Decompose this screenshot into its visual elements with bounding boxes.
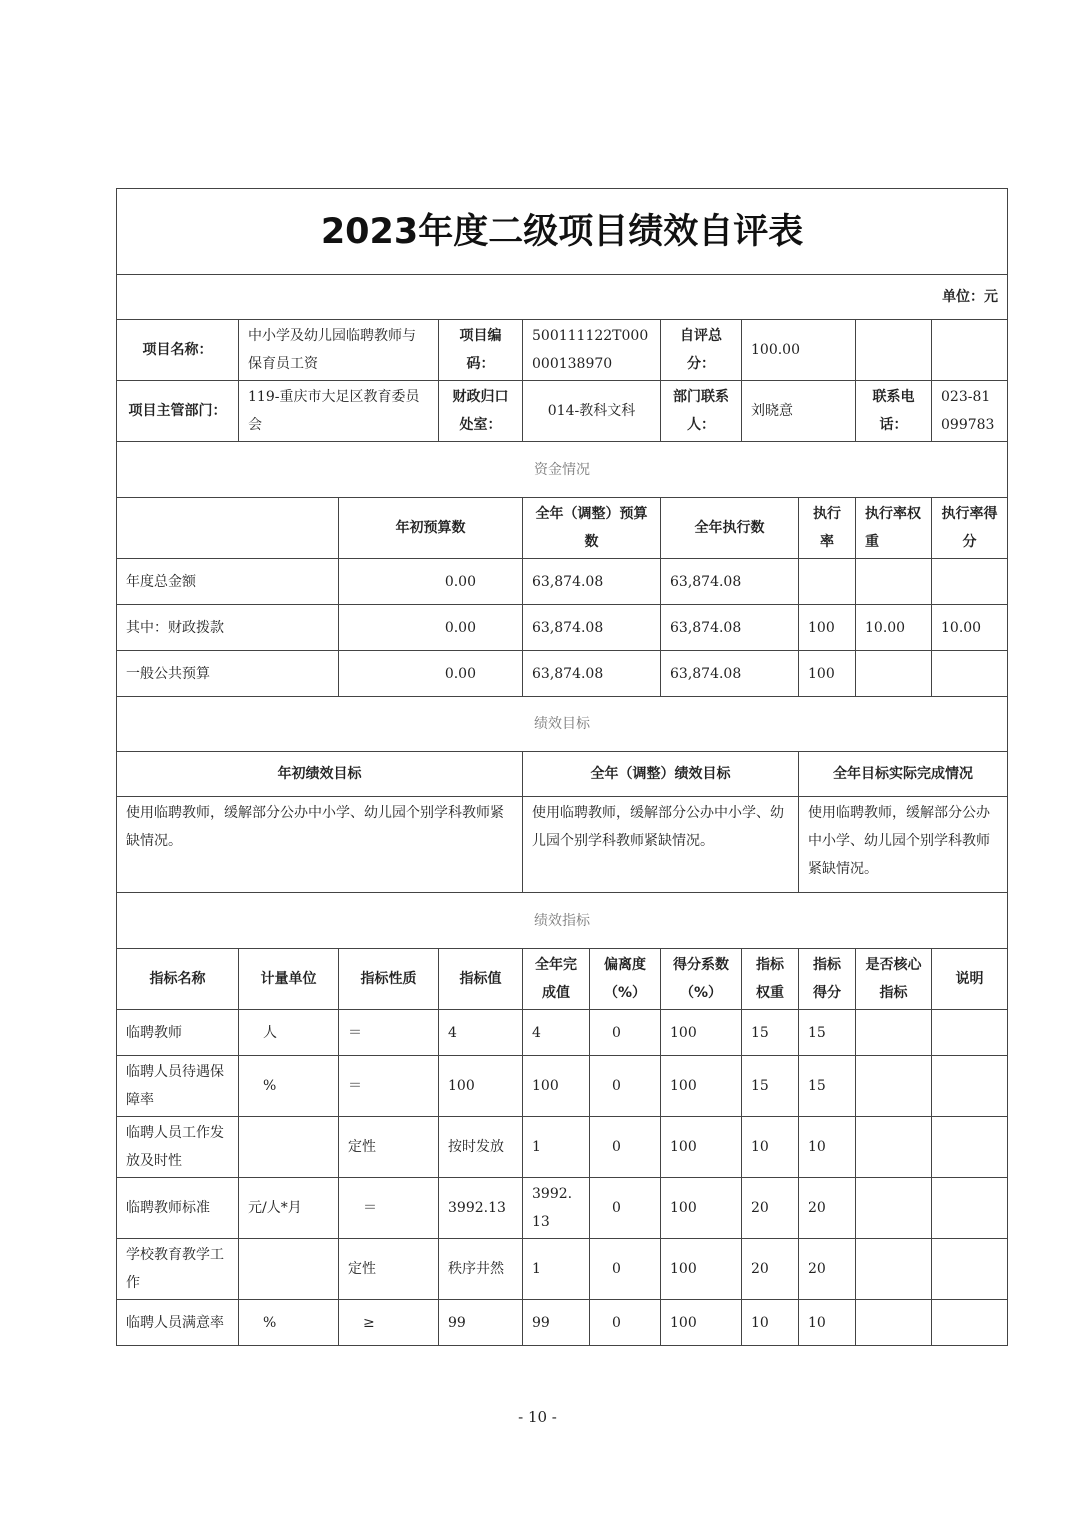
page-title: 2023年度二级项目绩效自评表	[117, 189, 1008, 275]
indicator-unit: %	[239, 1056, 339, 1117]
funds-header: 执行率	[799, 498, 856, 559]
indicator-unit: %	[239, 1300, 339, 1346]
department-label: 项目主管部门：	[117, 381, 239, 442]
indicator-name: 学校教育教学工作	[117, 1239, 239, 1300]
indicator-actual: 1	[523, 1239, 590, 1300]
funds-budget: 0.00	[339, 605, 523, 651]
funds-weight: 10.00	[856, 605, 932, 651]
page-number: - 10 -	[518, 1408, 557, 1426]
funds-row-label: 一般公共预算	[117, 651, 339, 697]
department-value: 119-重庆市大足区教育委员会	[239, 381, 439, 442]
indicator-unit: 元/人*月	[239, 1178, 339, 1239]
indicator-coef: 100	[661, 1056, 742, 1117]
indicator-core	[856, 1117, 932, 1178]
indicator-nature: 定性	[339, 1117, 439, 1178]
project-name-label: 项目名称：	[117, 320, 239, 381]
indicator-unit: 人	[239, 1010, 339, 1056]
indicators-header-row	[117, 949, 1008, 1010]
self-score-value: 100.00	[742, 320, 856, 381]
indicators-section-header: 绩效指标	[117, 893, 1008, 949]
indicator-coef: 100	[661, 1300, 742, 1346]
indicator-name: 临聘人员待遇保障率	[117, 1056, 239, 1117]
goals-header-row	[117, 752, 1008, 797]
funds-header: 全年（调整）预算数	[523, 498, 661, 559]
funds-adjusted: 63,874.08	[523, 605, 661, 651]
funds-row	[117, 559, 1008, 605]
indicator-header: 指标性质	[339, 949, 439, 1010]
funds-rate: 100	[799, 651, 856, 697]
funds-header: 年初预算数	[339, 498, 523, 559]
indicator-header: 指标得分	[799, 949, 856, 1010]
indicator-row	[117, 1117, 1008, 1178]
goals-row	[117, 797, 1008, 893]
funds-row	[117, 651, 1008, 697]
indicator-score: 15	[799, 1056, 856, 1117]
contact-label: 部门联系人：	[661, 381, 742, 442]
indicator-note	[932, 1178, 1008, 1239]
funds-header: 执行率权重	[856, 498, 932, 559]
indicator-deviation: 0	[590, 1239, 661, 1300]
indicator-target: 4	[439, 1010, 523, 1056]
empty-cell	[117, 498, 339, 559]
indicator-actual: 4	[523, 1010, 590, 1056]
indicator-nature: ≥	[339, 1300, 439, 1346]
indicator-actual: 1	[523, 1117, 590, 1178]
indicator-score: 15	[799, 1010, 856, 1056]
funds-budget: 0.00	[339, 651, 523, 697]
funds-score: 10.00	[932, 605, 1008, 651]
indicator-nature: 定性	[339, 1239, 439, 1300]
indicator-weight: 10	[742, 1300, 799, 1346]
indicator-weight: 20	[742, 1239, 799, 1300]
funds-row	[117, 605, 1008, 651]
self-score-label: 自评总分：	[661, 320, 742, 381]
indicator-note	[932, 1117, 1008, 1178]
indicator-row	[117, 1300, 1008, 1346]
indicator-header: 全年完成值	[523, 949, 590, 1010]
funds-score	[932, 651, 1008, 697]
indicator-deviation: 0	[590, 1056, 661, 1117]
indicator-actual: 99	[523, 1300, 590, 1346]
indicator-row	[117, 1239, 1008, 1300]
funds-rate	[799, 559, 856, 605]
indicator-row	[117, 1010, 1008, 1056]
indicator-coef: 100	[661, 1117, 742, 1178]
indicator-core	[856, 1239, 932, 1300]
indicator-target: 3992.13	[439, 1178, 523, 1239]
indicator-note	[932, 1239, 1008, 1300]
indicator-row	[117, 1056, 1008, 1117]
indicator-nature: ＝	[339, 1056, 439, 1117]
indicator-row	[117, 1178, 1008, 1239]
indicator-actual: 100	[523, 1056, 590, 1117]
indicator-weight: 15	[742, 1056, 799, 1117]
indicator-note	[932, 1300, 1008, 1346]
initial-goal: 使用临聘教师，缓解部分公办中小学、幼儿园个别学科教师紧缺情况。	[117, 797, 523, 893]
indicator-score: 10	[799, 1117, 856, 1178]
goals-header: 全年（调整）绩效目标	[523, 752, 799, 797]
indicator-deviation: 0	[590, 1117, 661, 1178]
funds-row-label: 年度总金额	[117, 559, 339, 605]
funds-executed: 63,874.08	[661, 559, 799, 605]
funds-section-header: 资金情况	[117, 442, 1008, 498]
indicator-name: 临聘人员满意率	[117, 1300, 239, 1346]
empty-cell	[932, 320, 1008, 381]
phone-label: 联系电话：	[856, 381, 932, 442]
indicator-target: 按时发放	[439, 1117, 523, 1178]
funds-budget: 0.00	[339, 559, 523, 605]
indicator-coef: 100	[661, 1010, 742, 1056]
funds-header: 全年执行数	[661, 498, 799, 559]
indicator-deviation: 0	[590, 1300, 661, 1346]
indicator-weight: 10	[742, 1117, 799, 1178]
funds-executed: 63,874.08	[661, 651, 799, 697]
indicator-unit	[239, 1117, 339, 1178]
indicator-header: 指标值	[439, 949, 523, 1010]
indicator-score: 20	[799, 1178, 856, 1239]
funds-header-row	[117, 498, 1008, 559]
funds-adjusted: 63,874.08	[523, 651, 661, 697]
indicator-note	[932, 1056, 1008, 1117]
empty-cell	[856, 320, 932, 381]
goals-section-header: 绩效目标	[117, 697, 1008, 752]
project-info-row-1	[117, 320, 1008, 381]
indicator-header: 指标权重	[742, 949, 799, 1010]
finance-office-value: 014-教科文科	[523, 381, 661, 442]
contact-value: 刘晓意	[742, 381, 856, 442]
phone-value: 023-81099783	[932, 381, 1008, 442]
indicator-name: 临聘教师	[117, 1010, 239, 1056]
indicator-deviation: 0	[590, 1178, 661, 1239]
funds-adjusted: 63,874.08	[523, 559, 661, 605]
funds-header: 执行率得分	[932, 498, 1008, 559]
funds-score	[932, 559, 1008, 605]
indicator-deviation: 0	[590, 1010, 661, 1056]
funds-weight	[856, 559, 932, 605]
indicator-core	[856, 1178, 932, 1239]
funds-weight	[856, 651, 932, 697]
funds-row-label: 其中：财政拨款	[117, 605, 339, 651]
goals-header: 全年目标实际完成情况	[799, 752, 1008, 797]
actual-completion: 使用临聘教师，缓解部分公办中小学、幼儿园个别学科教师紧缺情况。	[799, 797, 1008, 893]
indicator-header: 说明	[932, 949, 1008, 1010]
indicator-note	[932, 1010, 1008, 1056]
funds-rate: 100	[799, 605, 856, 651]
indicator-unit	[239, 1239, 339, 1300]
unit-label: 单位：元	[117, 275, 1008, 320]
indicator-header: 是否核心指标	[856, 949, 932, 1010]
indicator-nature: ＝	[339, 1010, 439, 1056]
indicator-name: 临聘人员工作发放及时性	[117, 1117, 239, 1178]
finance-office-label: 财政归口处室：	[439, 381, 523, 442]
indicator-name: 临聘教师标准	[117, 1178, 239, 1239]
indicator-target: 秩序井然	[439, 1239, 523, 1300]
indicator-core	[856, 1010, 932, 1056]
indicator-coef: 100	[661, 1178, 742, 1239]
indicator-score: 10	[799, 1300, 856, 1346]
indicator-core	[856, 1056, 932, 1117]
project-name-value: 中小学及幼儿园临聘教师与保育员工资	[239, 320, 439, 381]
adjusted-goal: 使用临聘教师，缓解部分公办中小学、幼儿园个别学科教师紧缺情况。	[523, 797, 799, 893]
indicator-coef: 100	[661, 1239, 742, 1300]
funds-executed: 63,874.08	[661, 605, 799, 651]
indicator-weight: 20	[742, 1178, 799, 1239]
indicator-weight: 15	[742, 1010, 799, 1056]
indicator-header: 偏离度（%）	[590, 949, 661, 1010]
indicator-target: 100	[439, 1056, 523, 1117]
indicator-score: 20	[799, 1239, 856, 1300]
goals-header: 年初绩效目标	[117, 752, 523, 797]
self-evaluation-table	[116, 188, 1008, 1346]
project-code-value: 500111122T000000138970	[523, 320, 661, 381]
indicator-actual: 3992.13	[523, 1178, 590, 1239]
project-code-label: 项目编码：	[439, 320, 523, 381]
indicator-header: 指标名称	[117, 949, 239, 1010]
project-info-row-2	[117, 381, 1008, 442]
indicator-target: 99	[439, 1300, 523, 1346]
indicator-header: 计量单位	[239, 949, 339, 1010]
indicator-nature: ＝	[339, 1178, 439, 1239]
indicator-header: 得分系数（%）	[661, 949, 742, 1010]
indicator-core	[856, 1300, 932, 1346]
